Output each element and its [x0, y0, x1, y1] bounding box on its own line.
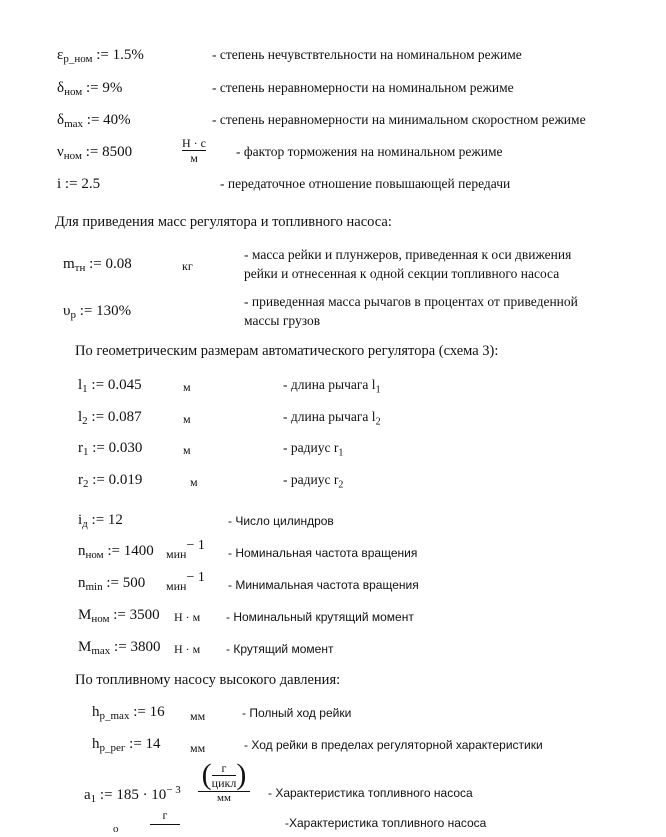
- unit-fraction-g-per-cycle-per-mm: [198, 760, 250, 804]
- value: 0.08: [105, 256, 132, 272]
- desc-text: - длина рычага l: [283, 377, 376, 392]
- value: 0.045: [107, 377, 142, 393]
- desc-n-nom: - Номинальная частота вращения: [228, 546, 418, 560]
- unit-fraction-partial: [150, 808, 180, 825]
- var-l1[interactable]: $l_1$ := 0.045: [78, 377, 142, 395]
- subscript: max: [91, 645, 111, 657]
- desc-text: - длина рычага l: [283, 409, 376, 424]
- subscript: max: [64, 118, 84, 130]
- var-upsilon-r[interactable]: $\upsilon_р$ := 130%: [63, 303, 132, 321]
- symbol: M: [78, 607, 92, 623]
- unit-m: м: [183, 380, 191, 394]
- desc-text: - радиус r: [283, 440, 339, 455]
- symbol: l: [78, 377, 83, 393]
- value: 185 · 10: [116, 787, 167, 803]
- unit-denominator: м: [190, 151, 198, 165]
- var-nu-nom[interactable]: $\nu_{ном}$ := 8500: [57, 144, 133, 162]
- symbol: υ: [63, 303, 71, 319]
- desc-m-max: - Крутящий момент: [226, 642, 334, 656]
- unit-denominator: мм: [217, 792, 231, 804]
- left-paren: (: [201, 758, 212, 791]
- value: 1400: [123, 543, 154, 559]
- symbol: h: [92, 704, 100, 720]
- desc-m-tn-line2: рейки и отнесенная к одной секции топливного насоса: [244, 266, 560, 281]
- subscript: 2: [82, 415, 88, 427]
- desc-l2: [283, 409, 381, 428]
- fraction-bar: [150, 824, 180, 825]
- desc-r1: [283, 440, 343, 459]
- var-a1[interactable]: $a_1$ := $185 \cdot 10^{- 3}$: [84, 784, 181, 805]
- partial-glyph: o: [113, 823, 119, 835]
- subscript: 2: [83, 478, 89, 490]
- desc-r2: [283, 472, 343, 491]
- symbol: ν: [57, 144, 64, 160]
- desc-delta-nom: - степень неравномерности на номинальном режиме: [212, 80, 514, 95]
- desc-delta-max: - степень неравномерности на минимальном скоростном режиме: [212, 112, 586, 127]
- unit-mm: мм: [190, 709, 206, 723]
- value: 9%: [102, 80, 123, 96]
- var-delta-nom[interactable]: $\delta_{ном}$ := 9%: [57, 80, 123, 98]
- desc-h-r-max: - Полный ход рейки: [242, 706, 352, 720]
- var-l2[interactable]: $l_2$ := 0.087: [78, 409, 142, 427]
- var-r2[interactable]: $r_2$ := 0.019: [78, 472, 143, 490]
- heading-geometry: По геометрическим размерам автоматического регулятора (схема 3):: [75, 343, 499, 359]
- symbol: a: [84, 787, 91, 803]
- desc-a2: -Характеристика топливного насоса: [285, 816, 487, 830]
- value: 14: [145, 736, 161, 752]
- unit-rpm: [166, 538, 205, 561]
- value: 3800: [130, 639, 161, 655]
- symbol: ε: [57, 47, 64, 63]
- g-per-cycle: [212, 761, 237, 790]
- symbol: r: [78, 472, 83, 488]
- exponent: − 3: [166, 784, 181, 796]
- desc-nu: - фактор торможения на номинальном режиме: [236, 144, 503, 159]
- unit-nm: Н · м: [174, 642, 201, 656]
- unit-kg: кг: [182, 259, 193, 273]
- inner-fraction: [198, 760, 250, 790]
- value: 1.5%: [112, 47, 144, 63]
- unit-m: м: [190, 475, 198, 489]
- symbol: δ: [57, 80, 65, 96]
- symbol: δ: [57, 112, 65, 128]
- symbol: r: [78, 440, 83, 456]
- var-delta-max[interactable]: $\delta_{max}$ := 40%: [57, 112, 131, 130]
- subscript: ном: [85, 549, 104, 561]
- unit-text: мин: [166, 547, 187, 561]
- var-n-min[interactable]: $n_{min}$ := 500: [78, 575, 146, 593]
- value: 500: [122, 575, 146, 591]
- heading-pump: По топливному насосу высокого давления:: [75, 672, 341, 688]
- subscript: 1: [82, 383, 88, 395]
- unit-numerator: г: [162, 808, 168, 822]
- subscript: д: [82, 518, 88, 530]
- desc-upsilon-line2: массы грузов: [244, 313, 321, 328]
- desc-text: - радиус r: [283, 472, 339, 487]
- subscript: ном: [63, 150, 82, 162]
- unit-exponent: − 1: [186, 538, 205, 553]
- value: 0.030: [108, 440, 143, 456]
- unit-fraction-ns-per-m: [182, 136, 206, 165]
- subscript: 1: [90, 793, 97, 805]
- unit-denominator: цикл: [211, 775, 237, 790]
- subscript: 1: [83, 446, 89, 458]
- desc-m-tn-line1: - масса рейки и плунжеров, приведенная к оси движения: [244, 247, 572, 262]
- unit-nm: Н · м: [174, 610, 201, 624]
- heading-masses: Для приведения масс регулятора и топливного насоса:: [55, 214, 392, 230]
- unit-rpm: [166, 570, 205, 593]
- unit-numerator: г: [221, 760, 227, 775]
- unit-text: мин: [166, 579, 187, 593]
- value: 130%: [96, 303, 132, 319]
- unit-m: м: [183, 443, 191, 457]
- value: 2.5: [81, 176, 101, 192]
- value: 12: [107, 512, 123, 528]
- var-epsilon-r-nom[interactable]: $\varepsilon_{р\_ном}$ := 1.5%: [57, 47, 144, 65]
- subscript: р_max: [99, 710, 130, 722]
- desc-epsilon: - степень нечувствтельности на номинальном режиме: [212, 47, 522, 62]
- subscript: р: [70, 309, 76, 321]
- subscript: тн: [74, 262, 86, 274]
- desc-l1: [283, 377, 381, 396]
- var-n-nom[interactable]: $n_{ном}$ := 1400: [78, 543, 154, 561]
- unit-exponent: − 1: [186, 570, 205, 585]
- desc-cylinders: - Число цилиндров: [228, 514, 334, 528]
- unit-mm: мм: [190, 741, 206, 755]
- desc-subscript: 1: [338, 447, 344, 459]
- value: 3500: [129, 607, 160, 623]
- value: 8500: [102, 144, 133, 160]
- symbol: i: [57, 176, 62, 192]
- symbol: i: [78, 512, 83, 528]
- desc-a1: - Характеристика топливного насоса: [268, 786, 473, 800]
- unit-numerator: Н · с: [182, 136, 206, 150]
- desc-n-min: - Минимальная частота вращения: [228, 578, 419, 592]
- desc-subscript: 2: [338, 479, 344, 491]
- subscript: р_рег: [99, 742, 126, 754]
- value: 40%: [103, 112, 131, 128]
- desc-m-nom: - Номинальный крутящий момент: [226, 610, 414, 624]
- symbol: l: [78, 409, 83, 425]
- desc-h-r-reg: - Ход рейки в пределах регуляторной характеристики: [244, 738, 543, 752]
- symbol: M: [78, 639, 92, 655]
- var-m-nom[interactable]: $M_{ном}$ := 3500: [78, 607, 160, 625]
- var-h-r-reg[interactable]: $h_{р\_рег}$ := 14: [92, 736, 161, 754]
- value: 16: [149, 704, 165, 720]
- value: 0.019: [108, 472, 143, 488]
- var-m-max[interactable]: $M_{max}$ := 3800: [78, 639, 161, 657]
- subscript: ном: [64, 86, 83, 98]
- right-paren: ): [236, 758, 247, 791]
- subscript: р_ном: [63, 53, 93, 65]
- unit-m: м: [183, 412, 191, 426]
- desc-upsilon-line1: - приведенная масса рычагов в процентах от приведенной: [244, 294, 578, 309]
- desc-subscript: 1: [375, 384, 381, 396]
- symbol: m: [63, 256, 75, 272]
- desc-subscript: 2: [375, 416, 381, 428]
- symbol: n: [78, 575, 86, 591]
- symbol: n: [78, 543, 86, 559]
- var-h-r-max[interactable]: $h_{р\_max}$ := 16: [92, 704, 165, 722]
- var-r1[interactable]: $r_1$ := 0.030: [78, 440, 143, 458]
- symbol: h: [92, 736, 100, 752]
- var-i[interactable]: i := 2.5: [57, 176, 101, 192]
- subscript: min: [85, 581, 103, 593]
- desc-i: - передаточное отношение повышающей передачи: [220, 176, 511, 191]
- var-m-tn[interactable]: $m_{тн}$ := 0.08: [63, 256, 132, 274]
- subscript: ном: [91, 613, 110, 625]
- var-i-d[interactable]: $i_д$ := 12: [78, 512, 123, 530]
- value: 0.087: [107, 409, 142, 425]
